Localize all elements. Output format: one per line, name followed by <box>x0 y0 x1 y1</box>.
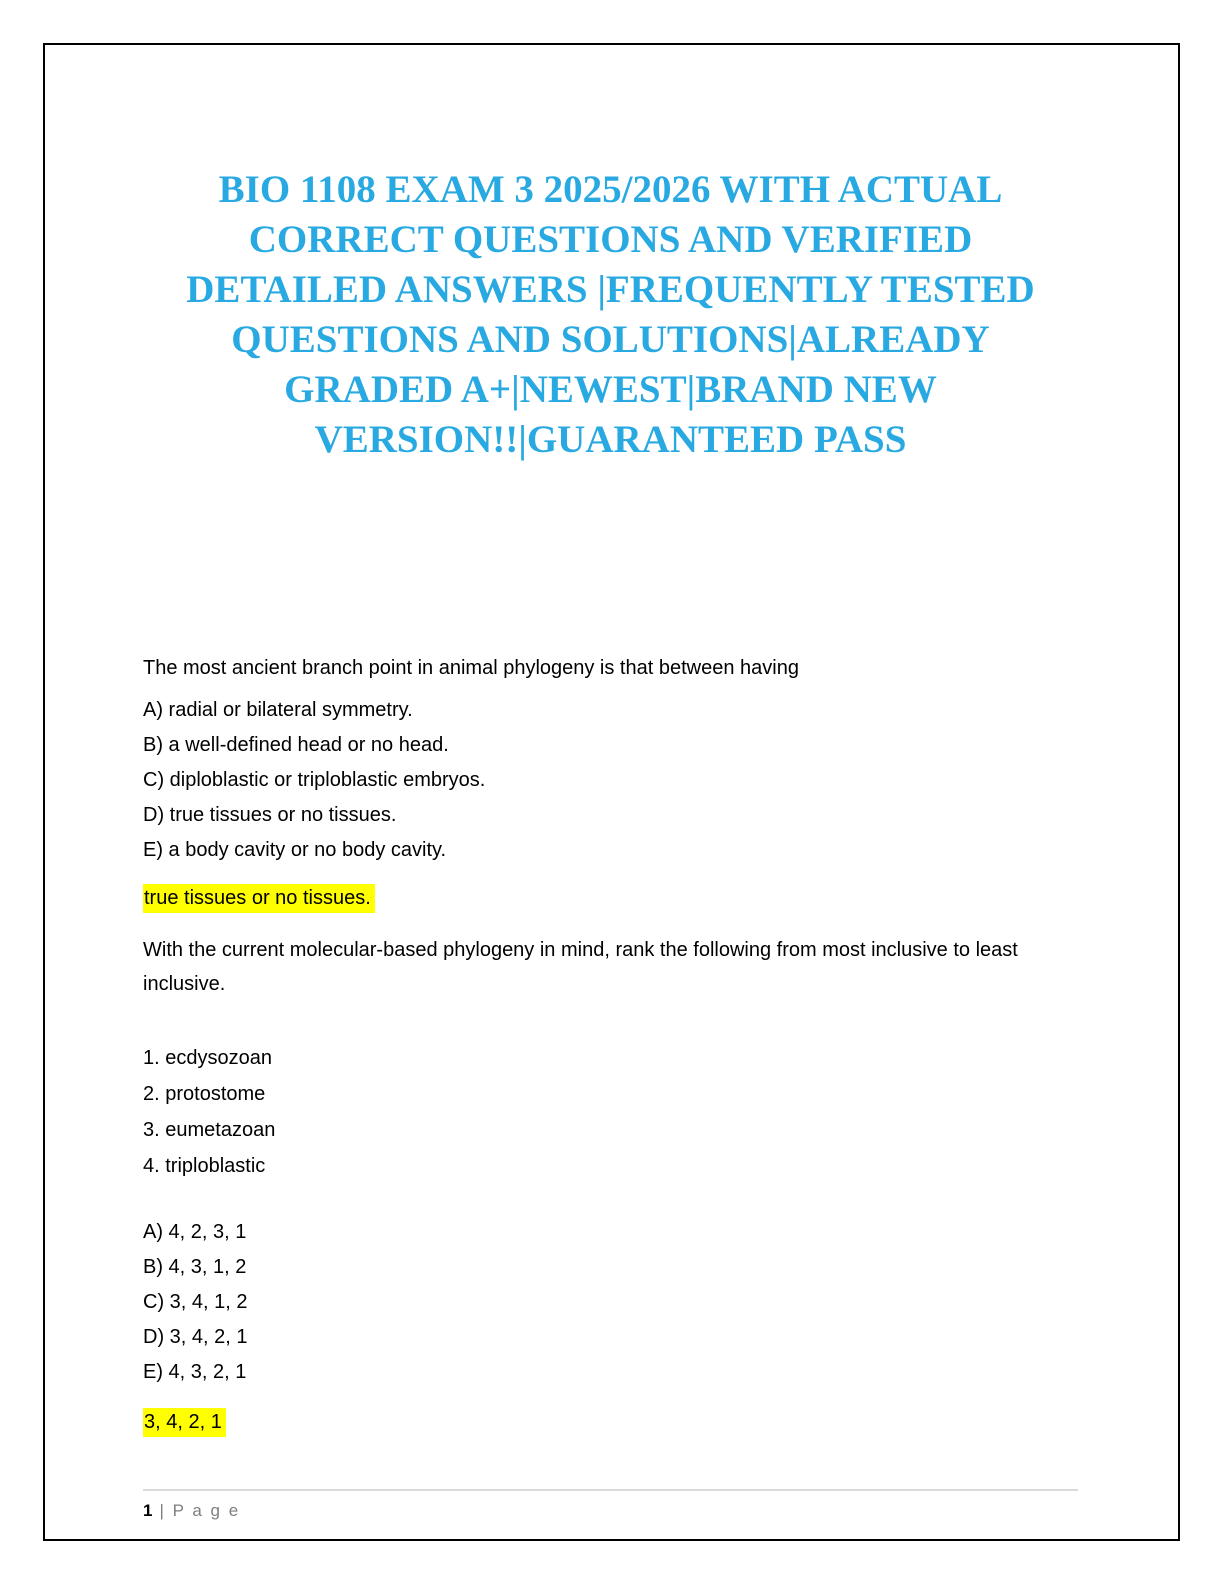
rank-item-3: 3. eumetazoan <box>143 1119 276 1141</box>
footer-rule <box>143 1489 1078 1491</box>
question-1-correct-answer-highlight: true tissues or no tissues. <box>143 884 375 913</box>
question-1-option-a: A) radial or bilateral symmetry. <box>143 699 413 721</box>
question-2-option-c: C) 3, 4, 1, 2 <box>143 1291 248 1313</box>
question-1-option-d: D) true tissues or no tissues. <box>143 804 397 826</box>
question-1-option-c: C) diploblastic or triploblastic embryos. <box>143 769 486 791</box>
question-1-text: The most ancient branch point in animal phylogeny is that between having <box>143 657 799 679</box>
rank-item-2: 2. protostome <box>143 1083 266 1105</box>
rank-item-1: 1. ecdysozoan <box>143 1047 272 1069</box>
question-block-2 <box>143 933 1078 1439</box>
question-2-correct-answer-highlight: 3, 4, 2, 1 <box>143 1408 226 1437</box>
question-1-option-b: B) a well-defined head or no head. <box>143 734 449 756</box>
page-border <box>43 43 1180 1541</box>
question-2-rank-list <box>143 1041 1078 1183</box>
question-2-option-a: A) 4, 2, 3, 1 <box>143 1221 247 1243</box>
question-2-options <box>143 1215 1078 1389</box>
document-title: BIO 1108 EXAM 3 2025/2026 WITH ACTUAL CORRECT QUESTIONS AND VERIFIED DETAILED ANSWERS |FREQUENTLY TESTED QUESTIONS AND SOLUTIONS|ALREADY GRADED A+|NEWEST|BRAND NEW VERSION!!|GUARANTEED PASS <box>186 168 1035 461</box>
question-2-text: With the current molecular-based phylogeny in mind, rank the following from most inclusive to least inclusive. <box>143 939 1018 995</box>
page-footer <box>143 1489 1078 1521</box>
rank-item-4: 4. triploblastic <box>143 1155 266 1177</box>
question-2-option-b: B) 4, 3, 1, 2 <box>143 1256 247 1278</box>
question-2-option-e: E) 4, 3, 2, 1 <box>143 1361 247 1383</box>
question-1-option-e: E) a body cavity or no body cavity. <box>143 839 447 861</box>
page-content <box>143 45 1078 1439</box>
footer-text <box>143 1501 1078 1521</box>
question-block-1 <box>143 651 1078 915</box>
question-2-option-d: D) 3, 4, 2, 1 <box>143 1326 248 1348</box>
page-number: 1 <box>143 1501 154 1520</box>
question-2-answer-line <box>143 1405 1078 1439</box>
question-1-answer-line <box>143 881 1078 915</box>
page-label: | P a g e <box>159 1501 241 1520</box>
